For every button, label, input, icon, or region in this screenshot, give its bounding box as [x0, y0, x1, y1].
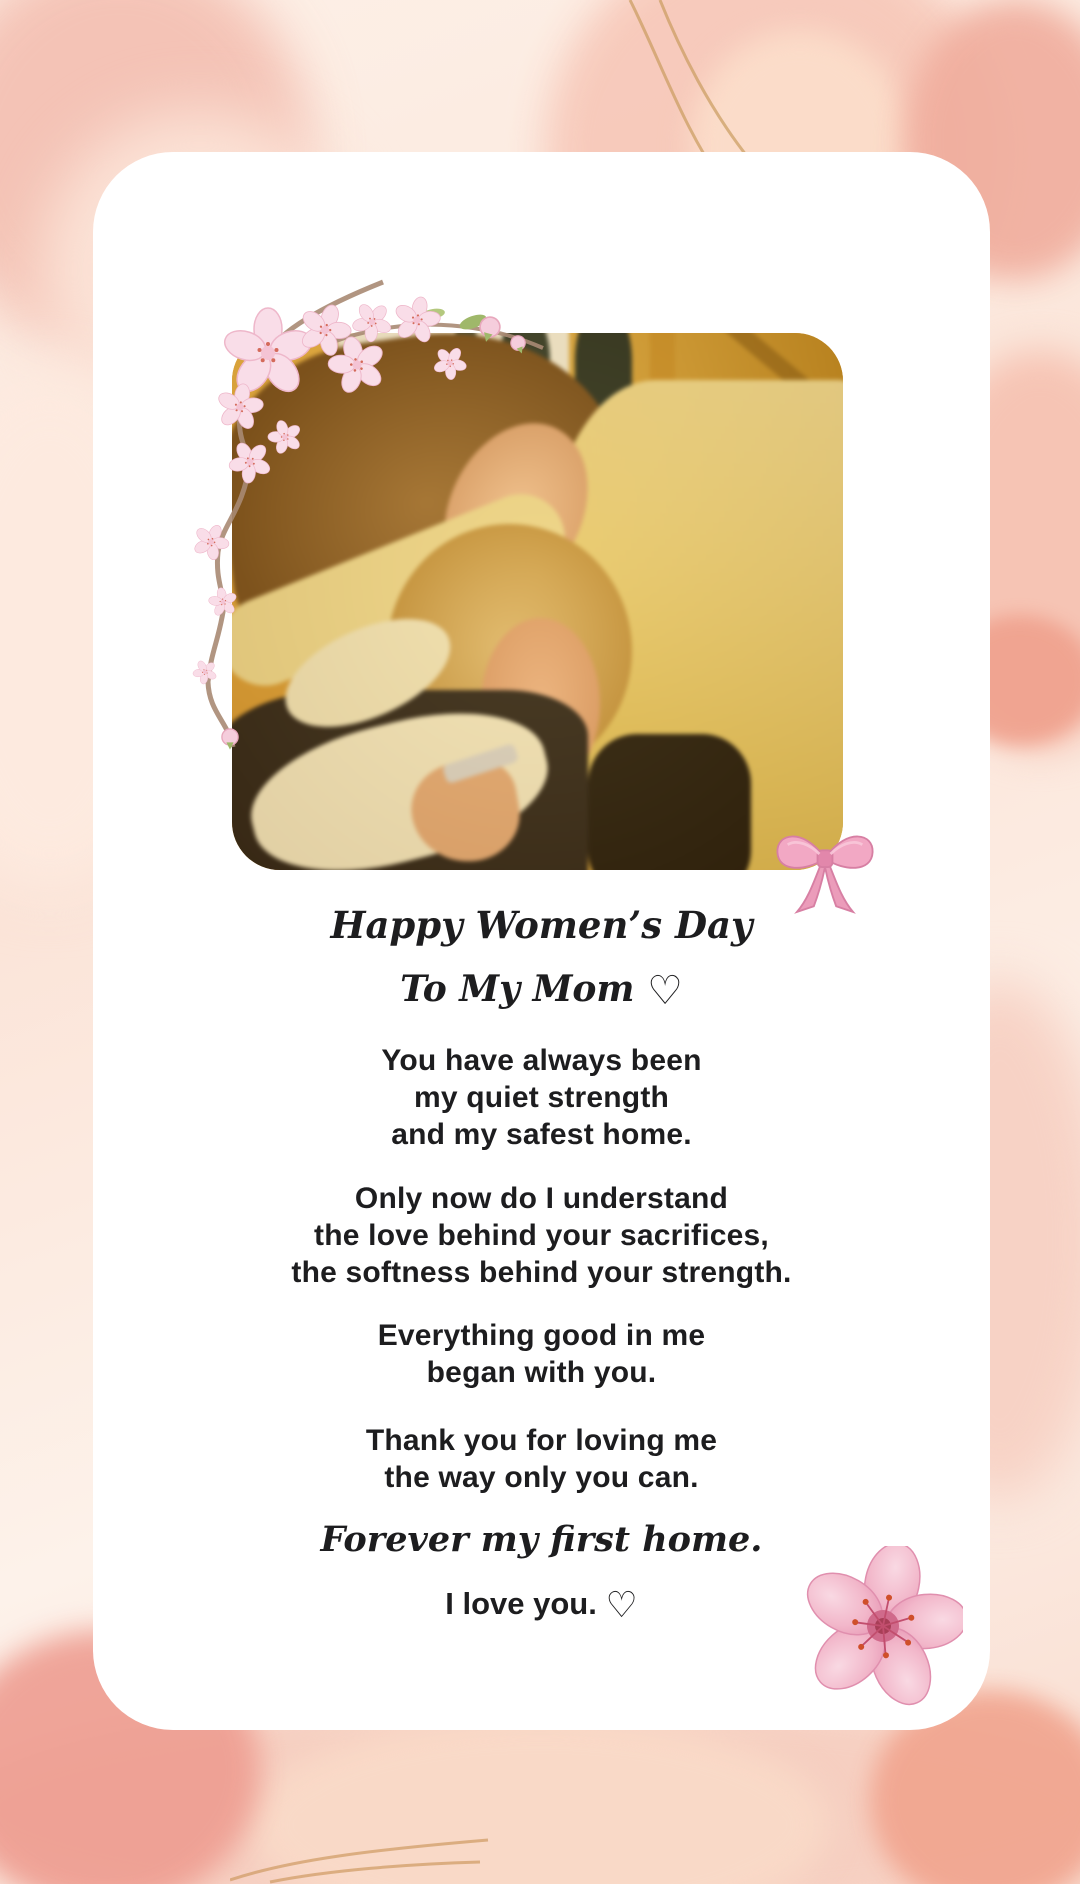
text-line: the love behind your sacrifices, [314, 1219, 769, 1252]
signoff-text: I love you. [445, 1586, 597, 1621]
text-line: the softness behind your strength. [291, 1256, 792, 1289]
paragraph [93, 1422, 990, 1496]
paragraph [93, 1042, 990, 1153]
text-line: my quiet strength [413, 1081, 670, 1114]
cherry-blossom-branch-icon [133, 222, 593, 802]
text-line: You have always been [381, 1044, 702, 1077]
paragraph [93, 1317, 990, 1391]
dedication-line [93, 967, 990, 1013]
text-line: the way only you can. [384, 1461, 699, 1494]
text-line: Only now do I understand [354, 1182, 729, 1215]
paragraph [93, 1180, 990, 1291]
text-line: began with you. [426, 1356, 657, 1389]
text-line: Everything good in me [377, 1319, 706, 1352]
watercolor-blossom-icon [803, 1546, 963, 1706]
message-block [93, 903, 990, 1626]
closing-line: Forever my first home. [320, 1519, 763, 1560]
gold-twig-icon [230, 1820, 490, 1884]
heart-outline-icon: ♡ [647, 968, 683, 1014]
card [93, 152, 990, 1730]
card-title: Happy Women’s Day [330, 903, 753, 947]
text-line: and my safest home. [391, 1118, 692, 1151]
text-line: Thank you for loving me [365, 1424, 718, 1457]
dedication-text: To My Mom [400, 968, 635, 1010]
heart-outline-icon: ♡ [605, 1585, 638, 1626]
